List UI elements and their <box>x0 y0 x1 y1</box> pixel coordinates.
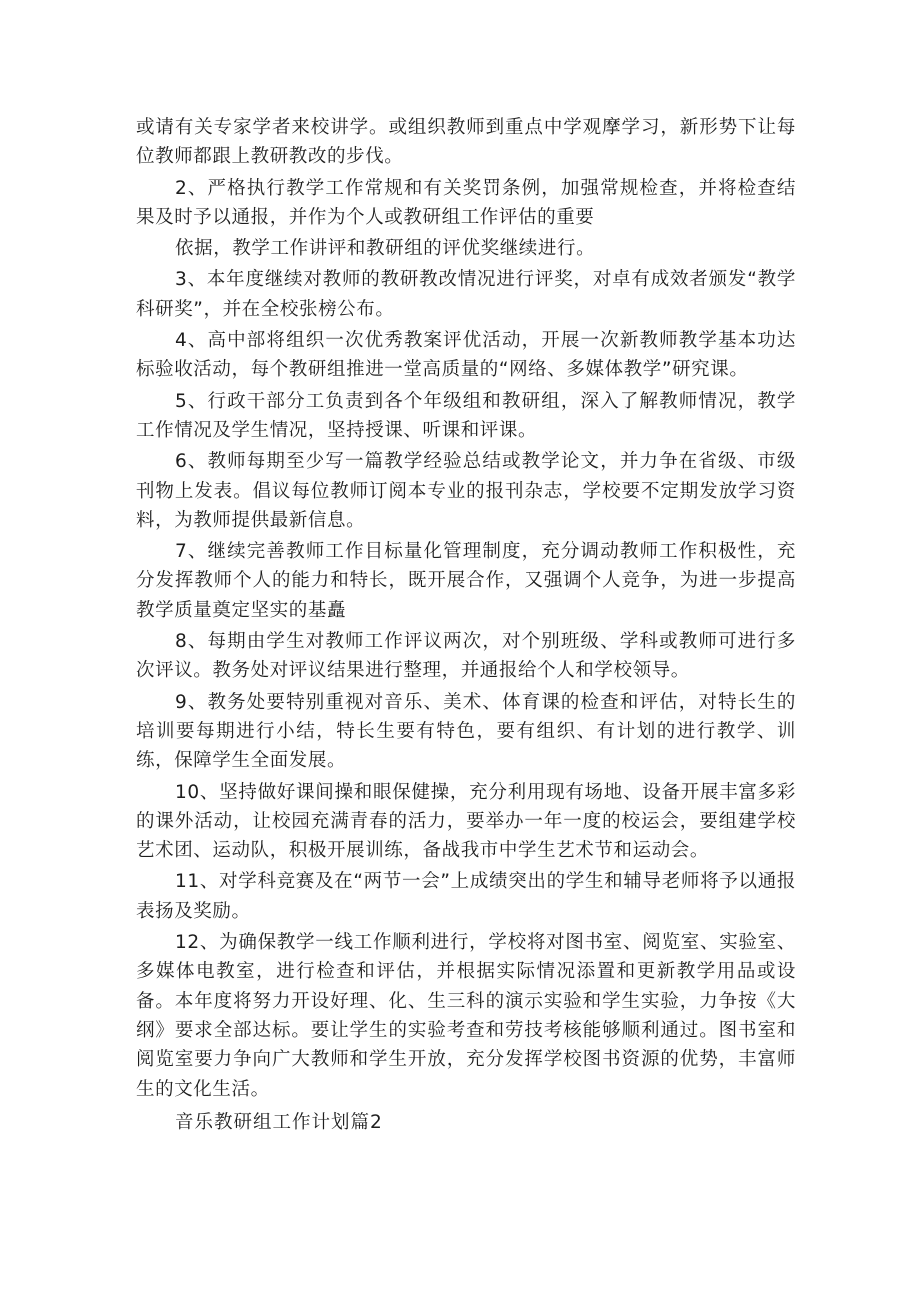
paragraph-item-9: 9、教务处要特别重视对音乐、美术、体育课的检查和评估，对特长生的培训要每期进行小结，特长生要有特色，要有组织、有计划的进行教学、训练，保障学生全面发展。 <box>136 691 796 772</box>
paragraph-item-10: 10、坚持做好课间操和眼保健操，充分利用现有场地、设备开展丰富多彩的课外活动，让校园充满青春的活力，要举办一年一度的校运会，要组建学校艺术团、运动队，积极开展训练，备战我市中学生艺术节和运动会。 <box>136 781 796 862</box>
paragraph-item-6: 6、教师每期至少写一篇教学经验总结或教学论文，并力争在省级、市级刊物上发表。倡议每位教师订阅本专业的报刊杂志，学校要不定期发放学习资料，为教师提供最新信息。 <box>136 451 796 531</box>
section-heading: 音乐教研组工作计划篇2 <box>175 1111 383 1133</box>
paragraph-item-4: 4、高中部将组织一次优秀教案评优活动，开展一次新教师教学基本功达标验收活动，每个教研组推进一堂高质量的“网络、多媒体教学”研究课。 <box>136 330 796 381</box>
paragraph-intro: 或请有关专家学者来校讲学。或组织教师到重点中学观摩学习，新形势下让每位教师都跟上教研教改的步伐。 <box>136 117 796 168</box>
paragraph-item-2-continued: 依据，教学工作讲评和教研组的评优奖继续进行。 <box>175 238 596 260</box>
paragraph-item-7: 7、继续完善教师工作目标量化管理制度，充分调动教师工作积极性，充分发挥教师个人的能力和特长，既开展合作，又强调个人竞争，为进一步提高教学质量奠定坚实的基矗 <box>136 541 796 621</box>
paragraph-item-5: 5、行政干部分工负责到各个年级组和教研组，深入了解教师情况，教学工作情况及学生情况，坚持授课、听课和评课。 <box>136 390 796 441</box>
document-page <box>136 113 796 1156</box>
paragraph-item-12: 12、为确保教学一线工作顺利进行，学校将对图书室、阅览室、实验室、多媒体电教室，进行检查和评估，并根据实际情况添置和更新教学用品或设备。本年度将努力开设好理、化、生三科的演示实验和学生实验，力争按《大纲》要求全部达标。要让学生的实验考查和劳技考核能够顺利通过。图书室和阅览室要力争向广大教师和学生开放，充分发挥学校图书资源的优势，丰富师生的文化生活。 <box>136 932 796 1100</box>
paragraph-item-8: 8、每期由学生对教师工作评议两次，对个别班级、学科或教师可进行多次评议。教务处对评议结果进行整理，并通报给个人和学校领导。 <box>136 631 796 682</box>
paragraph-item-3: 3、本年度继续对教师的教研教改情况进行评奖，对卓有成效者颁发“教学科研奖”，并在全校张榜公布。 <box>136 269 796 320</box>
paragraph-item-2: 2、严格执行教学工作常规和有关奖罚条例，加强常规检查，并将检查结果及时予以通报，并作为个人或教研组工作评估的重要 <box>136 177 796 228</box>
paragraph-item-11: 11、对学科竞赛及在“两节一会”上成绩突出的学生和辅导老师将予以通报表扬及奖励。 <box>136 871 796 922</box>
